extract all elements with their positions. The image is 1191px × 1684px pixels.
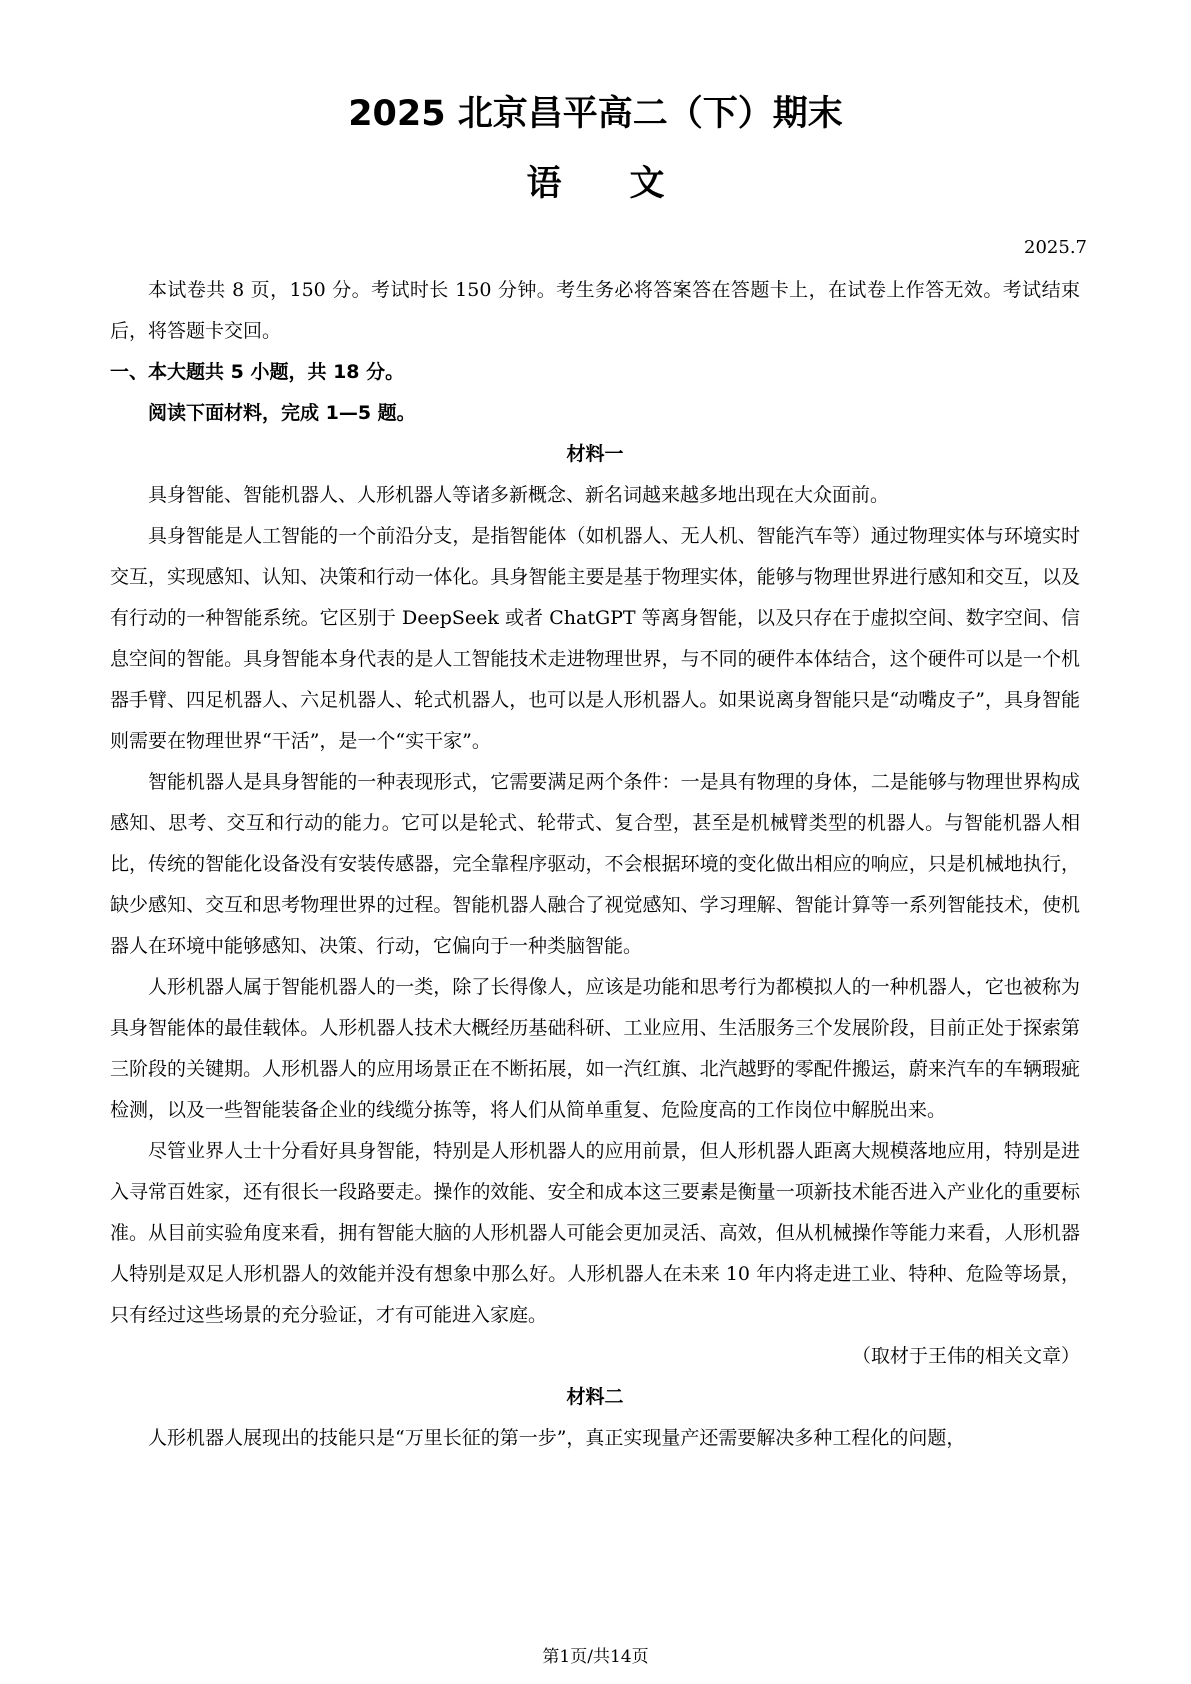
exam-instructions: 本试卷共 8 页，150 分。考试时长 150 分钟。考生务必将答案答在答题卡上，在试卷上作答无效。考试结束后，将答题卡交回。 [110, 279, 1080, 342]
material-1-source: （取材于王伟的相关文章） [851, 1345, 1080, 1367]
material-2-title: 材料二 [566, 1386, 624, 1408]
material-1-paragraph: 智能机器人是具身智能的一种表现形式，它需要满足两个条件：一是具有物理的身体，二是能够与物理世界构成感知、思考、交互和行动的能力。它可以是轮式、轮带式、复合型，甚至是机械臂类型的机器人。与智能机器人相比，传统的智能化设备没有安装传感器，完全靠程序驱动，不会根据环境的变化做出相应的响应，只是机械地执行，缺少感知、交互和思考物理世界的过程。智能机器人融合了视觉感知、学习理解、智能计算等一系列智能技术，使机器人在环境中能够感知、决策、行动，它偏向于一种类脑智能。 [110, 771, 1080, 957]
reading-instruction: 阅读下面材料，完成 1—5 题。 [148, 402, 416, 424]
section-heading: 一、本大题共 5 小题，共 18 分。 [110, 361, 405, 383]
subject-title: 语文 [526, 164, 733, 204]
material-1-paragraph: 人形机器人属于智能机器人的一类，除了长得像人，应该是功能和思考行为都模拟人的一种机器人，它也被称为具身智能体的最佳载体。人形机器人技术大概经历基础科研、工业应用、生活服务三个发展阶段，目前正处于探索第三阶段的关键期。人形机器人的应用场景正在不断拓展，如一汽红旗、北汽越野的零配件搬运，蔚来汽车的车辆瑕疵检测，以及一些智能装备企业的线缆分拣等，将人们从简单重复、危险度高的工作岗位中解脱出来。 [110, 976, 1080, 1121]
material-2-paragraph: 人形机器人展现出的技能只是“万里长征的第一步”，真正实现量产还需要解决多种工程化的问题， [148, 1427, 966, 1449]
material-1-paragraph: 具身智能是人工智能的一个前沿分支，是指智能体（如机器人、无人机、智能汽车等）通过物理实体与环境实时交互，实现感知、认知、决策和行动一体化。具身智能主要是基于物理实体，能够与物理世界进行感知和交互，以及有行动的一种智能系统。它区别于 DeepSeek 或者 ChatGPT 等离身智能，以及只存在于虚拟空间、数字空间、信息空间的智能。具身智能本身代表的是人工智能技术走进物理世界，与不同的硬件本体结合，这个硬件可以是一个机器手臂、四足机器人、六足机器人、轮式机器人，也可以是人形机器人。如果说离身智能只是“动嘴皮子”，具身智能则需要在物理世界“干活”，是一个“实干家”。 [110, 525, 1080, 752]
exam-title: 2025 北京昌平高二（下）期末 [348, 94, 843, 134]
page-number: 第1页/共14页 [542, 1647, 649, 1667]
exam-date: 2025.7 [1024, 237, 1087, 258]
material-1-title: 材料一 [566, 443, 624, 465]
material-1-paragraph: 尽管业界人士十分看好具身智能，特别是人形机器人的应用前景，但人形机器人距离大规模落地应用，特别是进入寻常百姓家，还有很长一段路要走。操作的效能、安全和成本这三要素是衡量一项新技术能否进入产业化的重要标准。从目前实验角度来看，拥有智能大脑的人形机器人可能会更加灵活、高效，但从机械操作等能力来看，人形机器人特别是双足人形机器人的效能并没有想象中那么好。人形机器人在未来 10 年内将走进工业、特种、危险等场景，只有经过这些场景的充分验证，才有可能进入家庭。 [110, 1140, 1080, 1326]
material-1-paragraph: 具身智能、智能机器人、人形机器人等诸多新概念、新名词越来越多地出现在大众面前。 [148, 484, 890, 506]
exam-body [110, 270, 1080, 1459]
